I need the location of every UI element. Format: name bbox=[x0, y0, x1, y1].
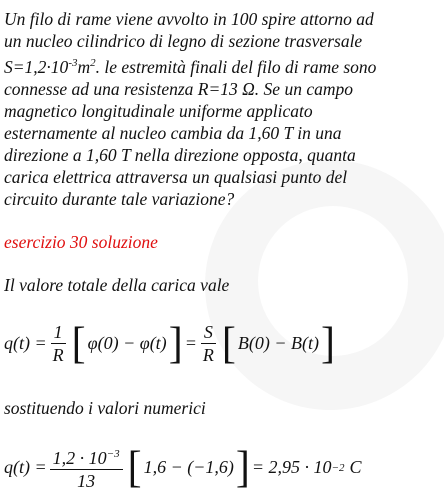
problem-line: circuito durante tale variazione? bbox=[4, 188, 235, 209]
problem-line: un nucleo cilindrico di legno di sezione trasversale bbox=[4, 31, 363, 51]
exponent: -3 bbox=[68, 57, 78, 69]
bracket-content: 1,6 − (−1,6) bbox=[143, 457, 234, 477]
problem-line bbox=[4, 52, 440, 78]
exponent: −2 bbox=[331, 461, 345, 474]
problem-line: connesse ad una resistenza R=13 Ω. Se un campo bbox=[4, 78, 353, 99]
equation-numeric bbox=[4, 444, 361, 491]
fraction-numerator bbox=[50, 444, 123, 470]
eq-lhs: q(t) = bbox=[4, 457, 47, 477]
numerator-base: 1,2 · 10 bbox=[52, 448, 107, 468]
fraction-numerator: S bbox=[201, 322, 216, 344]
bracket-content: φ(0) − φ(t) bbox=[87, 333, 167, 353]
fraction-denominator: R bbox=[52, 345, 64, 365]
problem-line: Un filo di rame viene avvolto in 100 spire attorno ad bbox=[4, 9, 374, 29]
fraction-numerator: 1 bbox=[51, 322, 66, 344]
left-bracket: [ bbox=[127, 443, 142, 492]
exponent: 2 bbox=[90, 57, 96, 69]
problem-line: magnetico longitudinale uniforme applicato bbox=[4, 100, 313, 121]
solution-link[interactable]: esercizio 30 soluzione bbox=[4, 232, 158, 252]
equals-sign: = bbox=[184, 333, 197, 353]
fraction bbox=[50, 444, 123, 491]
equation-charge-formula bbox=[4, 319, 337, 368]
fraction bbox=[200, 322, 217, 365]
fraction bbox=[50, 322, 67, 365]
right-bracket: ] bbox=[320, 319, 335, 368]
unit: m bbox=[77, 56, 91, 77]
problem-line: esternamente al nucleo cambia da 1,60 T in una bbox=[4, 122, 342, 143]
eq-lhs: q(t) = bbox=[4, 333, 47, 353]
substitution-text: sostituendo i valori numerici bbox=[4, 398, 206, 418]
result-value: = 2,95 · 10 bbox=[251, 457, 332, 477]
fraction-denominator: R bbox=[202, 345, 214, 365]
problem-line-tail: . le estremità finali del filo di rame sono bbox=[95, 56, 377, 77]
intro-text: Il valore totale della carica vale bbox=[4, 275, 230, 295]
fraction-denominator: 13 bbox=[77, 471, 96, 491]
problem-line: direzione a 1,60 T nella direzione opposta, quanta bbox=[4, 144, 356, 165]
right-bracket: ] bbox=[235, 443, 250, 492]
problem-line: carica elettrica attraversa un qualsiasi punto del bbox=[4, 166, 348, 187]
exponent: −3 bbox=[106, 448, 120, 460]
bracket-content: B(0) − B(t) bbox=[237, 333, 319, 353]
right-bracket: ] bbox=[168, 319, 183, 368]
area-value: S=1,2·10 bbox=[4, 56, 69, 77]
left-bracket: [ bbox=[71, 319, 86, 368]
left-bracket: [ bbox=[221, 319, 236, 368]
problem-text bbox=[4, 8, 440, 210]
result-unit: C bbox=[349, 457, 362, 477]
